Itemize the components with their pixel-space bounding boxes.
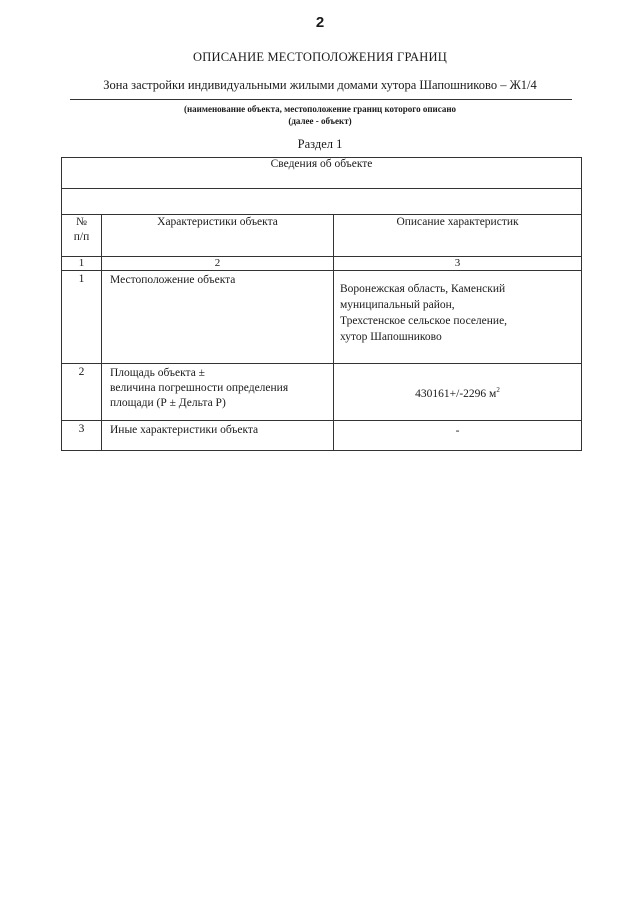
description-line: Трехстенское сельское поселение, [340, 315, 508, 327]
object-name: Зона застройки индивидуальными жилыми домами хутора Шапошниково – Ж1/4 [103, 78, 537, 92]
blank-cell [62, 189, 582, 215]
column-number: 3 [334, 257, 582, 271]
description-line: хутор Шапошниково [340, 331, 442, 343]
header-description: Описание характеристик [334, 215, 582, 257]
description-line: Воронежская область, Каменский [340, 283, 506, 295]
object-caption [0, 103, 640, 127]
area-value: 430161+/-2296 м [415, 387, 497, 400]
row-description [334, 364, 582, 421]
document-title: ОПИСАНИЕ МЕСТОПОЛОЖЕНИЯ ГРАНИЦ [193, 50, 447, 64]
row-description: - [334, 421, 582, 451]
table-row [62, 364, 582, 421]
description-line: муниципальный район, [340, 299, 455, 311]
page-number: 2 [315, 14, 325, 31]
characteristic-line: площади (Р ± Дельта Р) [110, 397, 226, 409]
table-row [62, 421, 582, 451]
row-number: 3 [62, 421, 102, 451]
row-characteristic: Иные характеристики объекта [102, 421, 334, 451]
header-num [62, 215, 102, 257]
row-characteristic [102, 364, 334, 421]
header-num-line-1: № [76, 216, 87, 228]
table-title: Сведения об объекте [62, 158, 582, 189]
characteristic-line: величина погрешности определения [110, 382, 289, 394]
object-info-table [61, 157, 582, 451]
row-number: 1 [62, 271, 102, 364]
table-header-row [62, 215, 582, 257]
column-number: 2 [102, 257, 334, 271]
column-numbers-row [62, 257, 582, 271]
area-unit-superscript: 2 [496, 386, 500, 395]
header-num-line-2: п/п [73, 231, 90, 243]
row-characteristic: Местоположение объекта [102, 271, 334, 364]
row-number: 2 [62, 364, 102, 421]
caption-line-1: (наименование объекта, местоположение границ которого описано [183, 104, 457, 114]
object-name-underline [70, 99, 572, 100]
table-blank-row [62, 189, 582, 215]
section-title: Раздел 1 [297, 137, 343, 151]
column-number: 1 [62, 257, 102, 271]
header-characteristics: Характеристики объекта [102, 215, 334, 257]
characteristic-line: Площадь объекта ± [110, 367, 205, 379]
table-row [62, 271, 582, 364]
table-title-row [62, 158, 582, 189]
row-description [334, 271, 582, 364]
caption-line-2: (далее - объект) [288, 116, 352, 126]
